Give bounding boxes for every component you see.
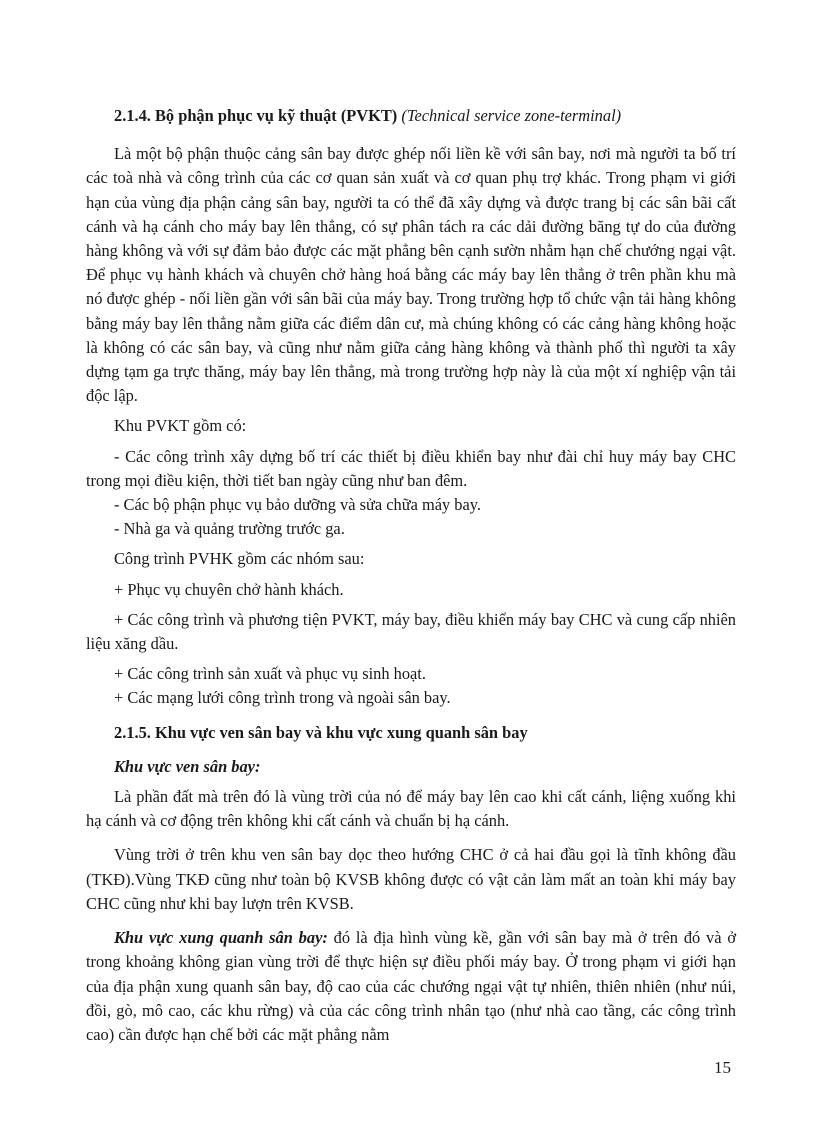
section-heading-2-1-4 — [114, 104, 736, 128]
list-item: - Các công trình xây dựng bố trí các thiết bị điều khiển bay như đài chỉ huy máy bay CHC trong mọi điều kiện, thời tiết ban ngày cũng như ban đêm. — [86, 446, 736, 490]
list-item: + Các mạng lưới công trình trong và ngoài sân bay. — [114, 688, 451, 708]
paragraph: Là phần đất mà trên đó là vùng trời của nó để máy bay lên cao khi cất cánh, liệng xuống khi hạ cánh và cơ động trên không khi cất cánh và chuẩn bị hạ cánh. — [86, 787, 736, 831]
paragraph-text: đó là địa hình vùng kề, gần với sân bay mà ở trên đó và ở trong khoảng không gian vùng trời để thực hiện sự điều phối máy bay. Ở trong phạm vi giới hạn của địa phận xung quanh sân bay, độ cao của các chướng ngại vật tự nhiên, thiên nhiên (như núi, đồi, gò, mô cao, các khu rừng) và của các công trình nhân tạo (như nhà cao tầng, các công trình cao) cần được hạn chế bởi các mặt phẳng nằm — [86, 928, 736, 1044]
pvkt-intro: Khu PVKT gồm có: — [114, 416, 247, 436]
paragraph — [86, 926, 736, 1047]
list-item: + Các công trình và phương tiện PVKT, máy bay, điều khiển máy bay CHC và cung cấp nhiên liệu xăng dầu. — [86, 609, 736, 654]
list-item: + Các công trình sản xuất và phục vụ sinh hoạt. — [114, 664, 426, 684]
list-item: - Các bộ phận phục vụ bảo dưỡng và sửa chữa máy bay. — [114, 495, 481, 515]
section-heading-2-1-5: 2.1.5. Khu vực ven sân bay và khu vực xung quanh sân bay — [114, 722, 528, 742]
page-content — [86, 104, 736, 1047]
heading-italic-text: (Technical service zone-terminal) — [401, 106, 622, 125]
subheading: Khu vực ven sân bay: — [114, 756, 261, 776]
page-number: 15 — [714, 1058, 731, 1077]
inline-subheading: Khu vực xung quanh sân bay: — [114, 928, 328, 948]
list-item: - Nhà ga và quảng trường trước ga. — [114, 519, 345, 539]
paragraph: Là một bộ phận thuộc cảng sân bay được ghép nối liền kề với sân bay, nơi mà người ta bố trí các toà nhà và công trình của các cơ quan sản xuất và cơ quan phụ trợ khác. Trong phạm vi giới hạn của vùng địa phận cảng sân bay, người ta có thể đã xây dựng và được trang bị các sân bãi cất cánh và hạ cánh cho máy bay lên thẳng, có sự phân tách ra các dải đường băng tự do của đường hàng không và với sự đảm bảo được các mặt phẳng bên cạnh sườn nhằm hạn chế chướng ngại vật. Để phục vụ hành khách và chuyên chở hàng hoá bằng các máy bay lên thẳng ở trên phần khu mà nó được ghép - nối liền gần với sân bãi của máy bay. Trong trường hợp tổ chức vận tải hàng không bằng máy bay lên thẳng nằm giữa các điểm dân cư, mà chúng không có các cảng hàng không hoặc là không có các sân bay, và cũng như nằm giữa cảng hàng không và thành phố thì người ta xây dựng tạm ga trực thăng, máy bay lên thẳng, mà trong trường hợp này là của một xí nghiệp vận tải độc lập. — [86, 144, 736, 406]
list-item: + Phục vụ chuyên chở hành khách. — [114, 579, 344, 599]
pvhk-intro: Công trình PVHK gồm các nhóm sau: — [114, 549, 365, 569]
paragraph: Vùng trời ở trên khu ven sân bay dọc theo hướng CHC ở cả hai đầu gọi là tĩnh không đầu (TKĐ).Vùng TKĐ cũng như toàn bộ KVSB không được có vật cản làm mất an toàn khi máy bay CHC cũng như khi bay lượn trên KVSB. — [86, 845, 736, 913]
heading-bold-text: 2.1.4. Bộ phận phục vụ kỹ thuật (PVKT) — [114, 106, 398, 125]
